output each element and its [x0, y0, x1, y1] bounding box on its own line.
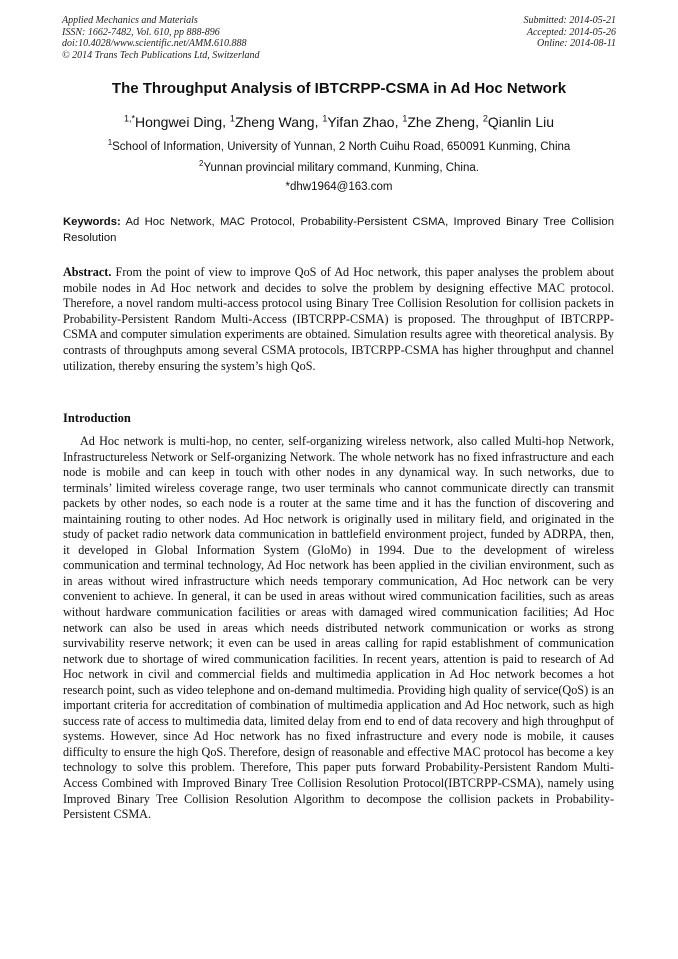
abstract-label: Abstract.	[63, 265, 112, 279]
submitted-date: Submitted: 2014-05-21	[523, 15, 616, 26]
affiliation-2: $^2$Yunnan provincial military command, Kunming, China.	[199, 159, 479, 174]
author: $^1$Yifan Zhao	[322, 113, 395, 130]
abstract-section	[63, 265, 614, 374]
affiliation-1: $^1$School of Information, University of Yunnan, 2 North Cuihu Road, 650091 Kunming, China	[107, 138, 571, 153]
journal-info	[62, 15, 260, 61]
online-date: Online: 2014-08-11	[537, 38, 616, 49]
author: $^1$Zhe Zheng	[402, 113, 476, 130]
copyright-line: © 2014 Trans Tech Publications Ltd, Switzerland	[62, 49, 260, 61]
paper-title: The Throughput Analysis of IBTCRPP-CSMA in Ad Hoc Network	[111, 80, 567, 97]
author-list: $^{1,*}$Hongwei Ding, $^1$Zheng Wang, $^1$Yifan Zhao, $^1$Zhe Zheng, $^2$Qianlin Liu	[123, 113, 555, 130]
corresponding-email[interactable]: *dhw1964@163.com	[285, 181, 393, 193]
keywords-section	[63, 214, 614, 246]
accepted-date: Accepted: 2014-05-26	[526, 26, 616, 38]
introduction-paragraph: Ad Hoc network is multi-hop, no center, self-organizing wireless network, also called Multi-hop Network, Infrastructureless Network or Self-organizing Network. The whole network has no fixed infrastructure and each node is mobile and can keep in touch with other nodes in any dynamical way. In such networks, due to terminals’ limited wireless coverage range, two user terminals who cannot communicate directly can transmit packets by other nodes, so each node is a router at the same time and it has the function of discovering and maintaining routing to other nodes. Ad Hoc network is originally used in military field, and originated in the study of packet radio network data communication in battlefield environment project, funded by ADRPA, then, it developed in Global Information System (GloMo) in 1994. Due to the development of wireless communication and terminal technology, Ad Hoc network has been applied in the civilian environment, such as in areas without wired infrastructure which needs temporary communication, Ad Hoc network can be very convenient to achieve. In general, it can be used in areas without wired communication facilities, such as areas without hardware communication facilities or areas with damaged wired communication facilities; Ad Hoc network can also be used in areas which needs distributed network communication or works as strong survivability reserve network; it even can be used in areas calling for rapid establishment of communication network due to shortage of wired communication facilities. In recent years, attention is paid to research of Ad Hoc network in civil and commercial fields and multimedia application in Ad Hoc network becomes a hot research point, such as video telephone and on-demand multimedia. Providing high quality of service(QoS) is an important criteria for accreditation of combination of multimedia application and Ad Hoc network, such as high success rate of access to multimedia data, limited delay from end to end of data recovery and high throughput of systems. However, since Ad Hoc network has no fixed infrastructure and every node is mobile, it causes difficulty to ensure the high QoS. Therefore, design of reasonable and effective MAC protocol has become a key technology to solve this problem. Therefore, This paper puts forward Probability-Persistent Random Multi-Access Combined with Improved Binary Tree Collision Resolution Protocol(IBTCRPP-CSMA), namely using Improved Binary Tree Collision Resolution Algorithm to decompose the collision packets in Probability-Persistent CSMA.	[63, 434, 614, 822]
section-heading-introduction: Introduction	[63, 411, 131, 425]
author: $^{1,*}$Hongwei Ding	[123, 113, 223, 130]
abstract-text: From the point of view to improve QoS of Ad Hoc network, this paper analyses the problem about mobile nodes in Ad Hoc network and decides to solve the problem by designing effective MAC protocol. Therefore, a novel random multi-access protocol using Binary Tree Collision Resolution for collision packets in Probability-Persistent Random Multi-Access (IBTCRPP-CSMA) is proposed. The throughput of IBTCRPP-CSMA and computer simulation experiments are obtained. Simulation results agree with theoretical analysis. By contrasts of throughputs among several CSMA protocols, IBTCRPP-CSMA has higher throughput and channel utilization, thereby ensuring the system’s high QoS.	[63, 265, 615, 373]
keywords-text: Ad Hoc Network, MAC Protocol, Probability-Persistent CSMA, Improved Binary Tree Collision Resolution	[63, 216, 614, 244]
author: $^1$Zheng Wang	[229, 113, 315, 130]
journal-name: Applied Mechanics and Materials	[62, 15, 198, 26]
issn-line: ISSN: 1662-7482, Vol. 610, pp 888-896	[62, 26, 220, 38]
keywords-label: Keywords:	[63, 216, 121, 228]
doi-line: doi:10.4028/www.scientific.net/AMM.610.888	[62, 38, 247, 49]
author: $^2$Qianlin Liu	[482, 113, 555, 130]
date-info	[524, 15, 617, 50]
